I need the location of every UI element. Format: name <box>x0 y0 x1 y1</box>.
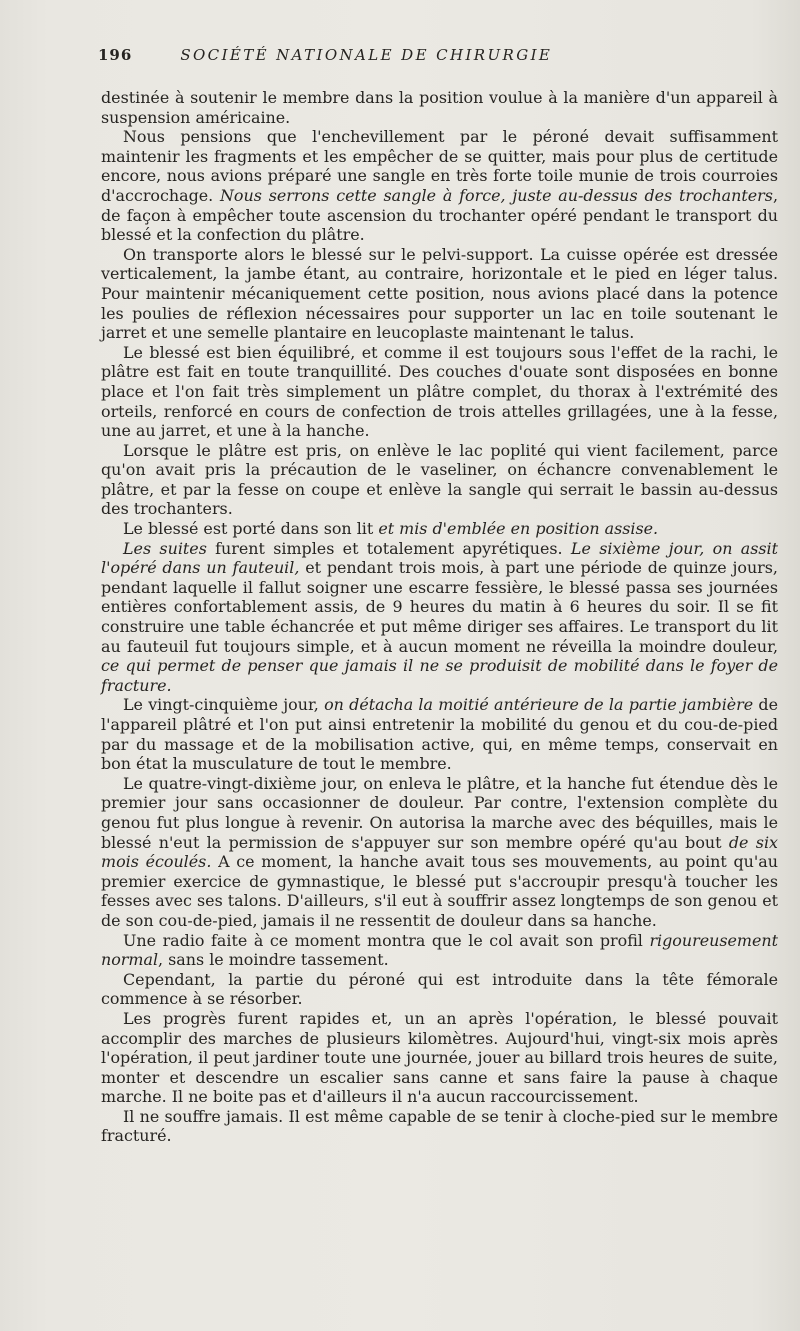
text-run: de l'appareil plâtré et l'on put ainsi entretenir la mobilité du genou et du cou-de-pied par du massage et de la mobilisation active, qui, en même temps, conservait en bon état la musculature de tout le membre. <box>101 695 778 774</box>
paragraph <box>101 127 778 245</box>
paragraph <box>101 88 778 127</box>
text-run: Le vingt-cinquième jour, <box>123 695 325 715</box>
text-run: Les progrès furent rapides et, un an après l'opération, le blessé pouvait accomplir des marches de plusieurs kilomètres. Aujourd'hui, vingt-six mois après l'opération, il peut jardiner toute une journée, jouer au billard trois heures de suite, monter et descendre un escalier sans canne et sans faire la pause à chaque marche. Il ne boite pas et d'ailleurs il n'a aucun raccourcissement. <box>101 1008 778 1107</box>
text-run: Cependant, la partie du péroné qui est introduite dans la tête fémorale commence à se résorber. <box>101 969 778 1009</box>
text-run: On transporte alors le blessé sur le pelvi-support. La cuisse opérée est dressée verticalement, la jambe étant, au contraire, horizontale et le pied en léger talus. Pour maintenir mécaniquement cette position, nous avions placé dans la potence les poulies de réflexion nécessaires pour supporter un lac en toile soutenant le jarret et une semelle plantaire en leucoplaste maintenant le talus. <box>101 244 778 343</box>
italic-run: et mis d'emblée en position assise. <box>378 519 659 539</box>
text-run: et pendant trois mois, à part une période de quinze jours, pendant laquelle il fallut soigner une escarre fessière, le blessé passa ses journées entières confortablement assis, de 9 heures du matin à 6 heures du soir. Il se fit construire une table échancrée et put même diriger ses affaires. Le transport du lit au fauteuil fut toujours simple, et à aucun moment ne réveilla la moindre douleur, <box>101 558 778 656</box>
paragraph <box>101 1009 778 1107</box>
text-run: Le quatre-vingt-dixième jour, on enleva le plâtre, et la hanche fut étendue dès le premier jour sans occasionner de douleur. Par contre, l'extension complète du genou fut plus longue à revenir. On autorisa la marche avec des béquilles, mais le blessé n'eut la permission de s'appuyer sur son membre opéré qu'au bout <box>101 773 778 852</box>
text-run: Il ne souffre jamais. Il est même capable de se tenir à cloche-pied sur le membre fracturé. <box>101 1106 778 1146</box>
paragraph <box>101 970 778 1009</box>
text-run: Le blessé est bien équilibré, et comme il est toujours sous l'effet de la rachi, le plâtre est fait en toute tranquillité. Des couches d'ouate sont disposées en bonne place et l'on fait très simplement un plâtre complet, du thorax à l'extrémité des orteils, renforcé en cours de confection de trois attelles grillagées, une à la fesse, une au jarret, et une à la hanche. <box>101 342 778 441</box>
paragraph <box>101 519 778 539</box>
paragraph <box>101 245 778 343</box>
paragraph <box>101 539 778 696</box>
paragraph <box>101 695 778 773</box>
text-run: Une radio faite à ce moment montra que le col avait son profil <box>123 930 650 950</box>
text-run: destinée à soutenir le membre dans la position voulue à la manière d'un appareil à suspension américaine. <box>101 88 778 127</box>
running-title: SOCIÉTÉ NATIONALE DE CHIRURGIE <box>180 46 553 64</box>
paragraph <box>101 441 778 519</box>
article-body <box>101 88 778 1146</box>
text-run: Lorsque le plâtre est pris, on enlève le lac poplité qui vient facilement, parce qu'on avait pris la précaution de le vaseliner, on échancre convenablement le plâtre, et par la fesse on coupe et enlève la sangle qui serrait le bassin au-dessus des trochanters. <box>101 440 778 519</box>
text-run: A ce moment, la hanche avait tous ses mouvements, au point qu'au premier exercice de gymnastique, le blessé put s'accroupir presqu'à toucher les fesses avec ses talons. D'ailleurs, s'il eut à souffrir assez longtemps de son genou et de son cou-de-pied, jamais il ne ressentit de douleur dans sa hanche. <box>101 852 778 930</box>
italic-run: de six mois écoulés. <box>101 832 778 872</box>
page-number: 196 <box>98 46 133 64</box>
paragraph <box>101 774 778 931</box>
paragraph <box>101 343 778 441</box>
text-run: , sans le moindre tassement. <box>158 950 389 970</box>
text-run: furent simples et totalement apyrétiques. <box>206 538 571 558</box>
paragraph <box>101 931 778 970</box>
paragraph <box>101 1107 778 1146</box>
text-run: , de façon à empêcher toute ascension du trochanter opéré pendant le transport du blessé et la confection du plâtre. <box>101 185 778 245</box>
page-header <box>98 46 758 70</box>
italic-run: on détacha la moitié antérieure de la partie jambière <box>324 695 754 715</box>
italic-run: Les suites <box>123 538 207 558</box>
italic-run: Nous serrons cette sangle à force, juste au-dessus des trochanters <box>220 185 773 205</box>
text-run: Le blessé est porté dans son lit <box>123 519 379 539</box>
italic-run: Le sixième jour, on assit l'opéré dans un fauteuil, <box>101 538 778 578</box>
italic-run: ce qui permet de penser que jamais il ne se produisit de mobilité dans le foyer de fracture. <box>101 656 778 695</box>
italic-run: rigoureusement normal <box>101 930 778 970</box>
text-run: Nous pensions que l'enchevillement par le péroné devait suffisamment maintenir les fragments et les empêcher de se quitter, mais pour plus de certitude encore, nous avions préparé une sangle en très forte toile munie de trois courroies d'accrochage. <box>101 127 778 205</box>
